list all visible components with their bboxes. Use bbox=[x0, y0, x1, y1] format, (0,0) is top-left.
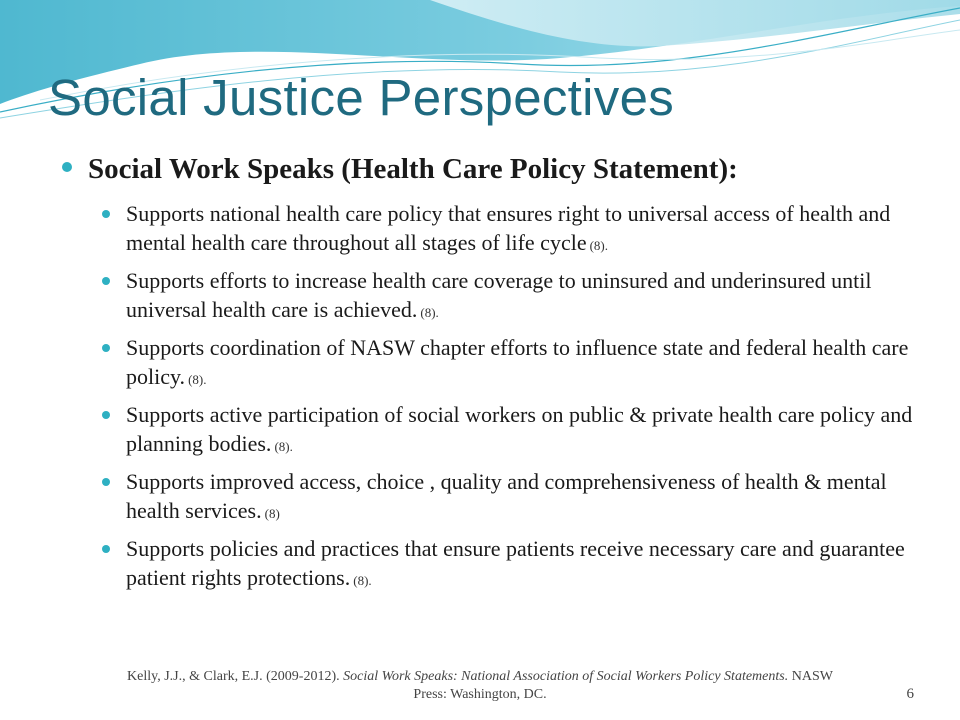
citation: (8). bbox=[188, 371, 207, 387]
sub-bullet-text: Supports coordination of NASW chapter efforts to influence state and federal health care policy. bbox=[126, 335, 909, 389]
bullet-dot-icon bbox=[102, 344, 110, 352]
sub-bullet-item bbox=[62, 200, 922, 257]
sub-bullet-text: Supports national health care policy that ensures right to universal access of health and mental health care throughout all stages of life cycle bbox=[126, 201, 891, 255]
sub-bullet-text: Supports policies and practices that ensure patients receive necessary care and guarantee patient rights protections. bbox=[126, 536, 905, 590]
main-heading: Social Work Speaks (Health Care Policy Statement): bbox=[88, 153, 738, 185]
sub-bullet-text: Supports improved access, choice , quality and comprehensiveness of health & mental health services. bbox=[126, 469, 887, 523]
citation: (8) bbox=[264, 505, 280, 521]
bullet-dot-icon bbox=[102, 411, 110, 419]
bullet-dot-icon bbox=[102, 478, 110, 486]
sub-bullet-item bbox=[62, 468, 922, 525]
slide-title: Social Justice Perspectives bbox=[48, 69, 675, 126]
sub-bullet-item bbox=[62, 401, 922, 458]
bullet-dot-icon bbox=[62, 162, 72, 172]
sub-bullet-item bbox=[62, 535, 922, 592]
reference-footer bbox=[110, 668, 850, 704]
footer-authors: Kelly, J.J., & Clark, E.J. (2009-2012). bbox=[127, 669, 340, 684]
sub-bullet-text: Supports active participation of social workers on public & private health care policy and planning bodies. bbox=[126, 402, 913, 456]
citation: (8). bbox=[420, 304, 439, 320]
citation: (8). bbox=[353, 572, 372, 588]
citation: (8). bbox=[274, 438, 293, 454]
footer-publisher: NASW Press: Washington, DC. bbox=[413, 669, 833, 702]
bullet-dot-icon bbox=[102, 277, 110, 285]
footer-book-title: Social Work Speaks: National Association of Social Workers Policy Statements. bbox=[343, 669, 789, 684]
citation: (8). bbox=[589, 237, 609, 253]
bullet-dot-icon bbox=[102, 545, 110, 553]
sub-bullet-text: Supports efforts to increase health care coverage to uninsured and underinsured until universal health care is achieved. bbox=[126, 268, 872, 322]
main-bullet bbox=[62, 150, 922, 188]
sub-bullet-item bbox=[62, 334, 922, 391]
sub-bullet-item bbox=[62, 267, 922, 324]
bullet-dot-icon bbox=[102, 210, 110, 218]
page-number: 6 bbox=[906, 686, 914, 702]
sub-bullet-list bbox=[62, 200, 922, 592]
slide-content bbox=[62, 150, 922, 602]
